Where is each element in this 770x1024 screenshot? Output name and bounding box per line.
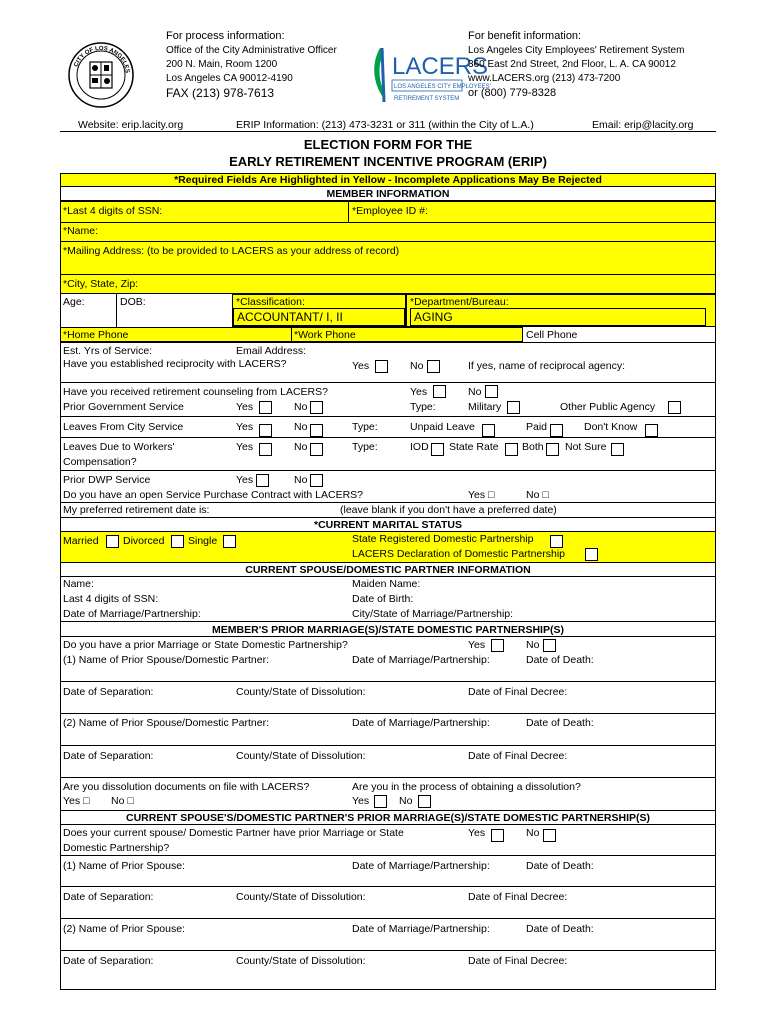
spouse-prior-yes-label: Yes [468,827,486,839]
both-label: Both [522,441,544,453]
leaves-workers-type-label: Type: [352,441,378,453]
leaves-workers-yes-label: Yes [236,441,254,453]
logo-text: LACERS [392,53,489,80]
prior-gov-no-label: No [294,401,308,413]
leaves-workers-label-1: Leaves Due to Workers' [63,441,175,453]
single-label: Single [188,535,218,547]
prior-no-checkbox[interactable] [543,639,556,652]
divider [60,745,716,746]
married-label: Married [63,535,99,547]
divider [116,294,117,327]
divider [522,327,523,342]
prior-question: Do you have a prior Marriage or State Domestic Partnership? [63,639,348,651]
prior-dwp-yes-label: Yes [236,474,254,486]
reciprocal-agency-label: If yes, name of reciprocal agency: [468,360,625,372]
spouse-prior-separation-2-label: Date of Separation: [63,955,154,967]
paid-label: Paid [526,421,548,433]
spouse-prior-death-date-1-label: Date of Death: [526,860,594,872]
divorced-checkbox[interactable] [171,535,184,548]
dissolution-file-question: Are you dissolution documents on file with LACERS? [63,781,310,793]
age-label: Age: [63,296,85,308]
declaration-label: LACERS Declaration of Domestic Partnership [352,548,566,560]
prior-dissolution-2-label: County/State of Dissolution: [236,750,366,762]
process-line-2: 200 N. Main, Room 1200 [166,59,278,70]
logo-sub-1: LOS ANGELES CITY EMPLOYEES' [394,84,491,90]
spouse-ssn-label: Last 4 digits of SSN: [63,593,159,605]
leaves-city-type-label: Type: [352,421,378,433]
benefit-phone: or (800) 779-8328 [468,87,557,99]
prior-dwp-yes-checkbox[interactable] [256,474,269,487]
est-yrs-label: Est. Yrs of Service: [63,345,153,357]
unpaid-leave-label: Unpaid Leave [410,421,475,433]
spouse-prior-heading: CURRENT SPOUSE'S/DOMESTIC PARTNER'S PRIOR MARRIAGE(S)/STATE DOMESTIC PARTNERSHIP(S) [126,812,650,824]
leaves-workers-label-2: Compensation? [63,456,137,468]
city-seal [68,42,134,108]
divider [60,470,716,471]
divider [60,886,716,887]
prior-death-date-1-label: Date of Death: [526,654,594,666]
reciprocity-question: Have you established reciprocity with LACERS? [63,358,287,370]
retire-date-label: My preferred retirement date is: [63,504,210,516]
spouse-name-label: Name: [63,578,94,590]
prior-dissolution-1-label: County/State of Dissolution: [236,686,366,698]
prior-dwp-label: Prior DWP Service [63,474,151,486]
spouse-prior-marriage-date-1-label: Date of Marriage/Partnership: [352,860,490,872]
divider [60,382,716,383]
dissolution-file-no-option[interactable]: No □ [111,795,134,807]
divider [60,950,716,951]
dont-know-checkbox[interactable] [645,424,658,437]
work-phone-label: *Work Phone [294,329,356,341]
website: Website: erip.lacity.org [78,119,184,131]
spouse-heading: CURRENT SPOUSE/DOMESTIC PARTNER INFORMATION [245,564,531,576]
spouse-prior-final-decree-2-label: Date of Final Decree: [468,955,568,967]
city-label: *City, State, Zip: [63,278,139,290]
spouse-prior-marriage-date-2-label: Date of Marriage/Partnership: [352,923,490,935]
prior-dwp-no-checkbox[interactable] [310,474,323,487]
benefit-line-3: www.LACERS.org (213) 473-7200 [468,73,621,84]
dissolution-process-question: Are you in the process of obtaining a dissolution? [352,781,581,793]
spouse-prior-name-2-label: (2) Name of Prior Spouse: [63,923,185,935]
spouse-prior-dissolution-1-label: County/State of Dissolution: [236,891,366,903]
single-checkbox[interactable] [223,535,236,548]
military-checkbox[interactable] [507,401,520,414]
prior-yes-checkbox[interactable] [491,639,504,652]
domestic-label: State Registered Domestic Partnership [352,533,534,545]
divider [60,810,716,811]
leaves-workers-no-checkbox[interactable] [310,443,323,456]
dissolution-process-yes-checkbox[interactable] [374,795,387,808]
spouse-prior-final-decree-1-label: Date of Final Decree: [468,891,568,903]
leaves-city-yes-checkbox[interactable] [259,424,272,437]
prior-name-1-label: (1) Name of Prior Spouse/Domestic Partner: [63,654,269,666]
process-line-1: Office of the City Administrative Officer [166,45,337,56]
state-rate-label: State Rate [449,441,499,453]
required-note: *Required Fields Are Highlighted in Yellow - Incomplete Applications May Be Rejected [174,174,602,186]
prior-separation-1-label: Date of Separation: [63,686,154,698]
prior-gov-yes-label: Yes [236,401,254,413]
dissolution-file-yes-option[interactable]: Yes □ [63,795,90,807]
divider [60,636,716,637]
seal-text: CITY OF LOS ANGELES [73,45,130,74]
reciprocity-no-label: No [410,360,424,372]
marital-heading: *CURRENT MARITAL STATUS [314,519,462,531]
married-checkbox[interactable] [106,535,119,548]
reciprocity-no-checkbox[interactable] [427,360,440,373]
leaves-city-label: Leaves From City Service [63,421,184,433]
prior-separation-2-label: Date of Separation: [63,750,154,762]
spouse-dob-label: Date of Birth: [352,593,414,605]
divider [60,437,716,438]
declaration-checkbox[interactable] [585,548,598,561]
prior-final-decree-2-label: Date of Final Decree: [468,750,568,762]
home-phone-label: *Home Phone [63,329,129,341]
iod-checkbox[interactable] [431,443,444,456]
prior-marriage-date-2-label: Date of Marriage/Partnership: [352,717,490,729]
dissolution-process-no-checkbox[interactable] [418,795,431,808]
process-line-3: Los Angeles CA 90012-4190 [166,73,293,84]
spouse-prior-yes-checkbox[interactable] [491,829,504,842]
prior-name-2-label: (2) Name of Prior Spouse/Domestic Partner: [63,717,269,729]
purchase-no-option[interactable]: No □ [526,489,549,501]
leaves-city-no-label: No [294,421,308,433]
divider [60,918,716,919]
counseling-no-label: No [468,386,482,398]
spouse-prior-death-date-2-label: Date of Death: [526,923,594,935]
other-public-agency-checkbox[interactable] [668,401,681,414]
spouse-maiden-label: Maiden Name: [352,578,421,590]
leaves-city-yes-label: Yes [236,421,254,433]
counseling-yes-checkbox[interactable] [433,385,446,398]
spouse-prior-dissolution-2-label: County/State of Dissolution: [236,955,366,967]
divider [60,517,716,518]
other-public-agency-label: Other Public Agency [560,401,656,413]
classification-label: *Classification: [236,296,402,309]
prior-death-date-2-label: Date of Death: [526,717,594,729]
state-rate-checkbox[interactable] [505,443,518,456]
iod-label: IOD [410,441,429,453]
prior-gov-yes-checkbox[interactable] [259,401,272,414]
email-address-label: Email Address: [236,345,307,357]
member-heading: MEMBER INFORMATION [326,188,450,200]
retire-date-note: (leave blank if you don't have a preferred date) [340,504,557,516]
prior-dwp-no-label: No [294,474,308,486]
prior-no-label: No [526,639,540,651]
divorced-label: Divorced [123,535,165,547]
divider [60,777,716,778]
spouse-prior-no-label: No [526,827,540,839]
form-title-2: EARLY RETIREMENT INCENTIVE PROGRAM (ERIP) [229,154,547,169]
prior-marriage-date-1-label: Date of Marriage/Partnership: [352,654,490,666]
divider [60,576,716,577]
prior-yes-label: Yes [468,639,486,651]
leaves-workers-yes-checkbox[interactable] [259,443,272,456]
spouse-city-state-label: City/State of Marriage/Partnership: [352,608,514,620]
purchase-yes-option[interactable]: Yes □ [468,489,495,501]
department-select[interactable]: AGING [410,308,706,326]
spouse-prior-no-checkbox[interactable] [543,829,556,842]
mailing-label: *Mailing Address: (to be provided to LACERS as your address of record) [63,245,400,257]
dont-know-label: Don't Know [584,421,638,433]
cell-phone-label: Cell Phone [526,329,578,341]
benefit-label: For benefit information: [468,30,582,42]
unpaid-leave-checkbox[interactable] [482,424,495,437]
classification-select[interactable]: ACCOUNTANT/ I, II [233,308,405,326]
city-state-zip-field[interactable] [60,274,716,294]
prior-final-decree-1-label: Date of Final Decree: [468,686,568,698]
counseling-no-checkbox[interactable] [485,385,498,398]
prior-gov-type-label: Type: [410,401,436,413]
form-title-1: ELECTION FORM FOR THE [303,137,473,152]
leaves-workers-no-label: No [294,441,308,453]
spouse-prior-name-1-label: (1) Name of Prior Spouse: [63,860,185,872]
counseling-yes-label: Yes [410,386,428,398]
dob-label: DOB: [120,296,146,308]
prior-gov-no-checkbox[interactable] [310,401,323,414]
benefit-line-1: Los Angeles City Employees' Retirement System [468,45,685,56]
process-label: For process information: [166,30,285,42]
divider [60,681,716,682]
not-sure-label: Not Sure [565,441,607,453]
prior-gov-label: Prior Government Service [63,401,184,413]
spouse-prior-question-1: Does your current spouse/ Domestic Partner have prior Marriage or State [63,827,404,839]
ssn-label: *Last 4 digits of SSN: [63,205,163,217]
divider [60,824,716,825]
purchase-question: Do you have an open Service Purchase Contract with LACERS? [63,489,363,501]
header-divider [60,131,716,132]
spouse-prior-separation-1-label: Date of Separation: [63,891,154,903]
domestic-checkbox[interactable] [550,535,563,548]
benefit-line-2: 360 East 2nd Street, 2nd Floor, L. A. CA 90012 [468,59,676,70]
reciprocity-yes-label: Yes [352,360,370,372]
paid-checkbox[interactable] [550,424,563,437]
dissolution-process-yes-label: Yes [352,795,370,807]
employee-id-label: *Employee ID #: [352,205,428,217]
email-info: Email: erip@lacity.org [592,119,694,131]
name-label: *Name: [63,225,99,237]
name-field[interactable] [60,222,716,242]
not-sure-checkbox[interactable] [611,443,624,456]
counseling-question: Have you received retirement counseling from LACERS? [63,386,328,398]
spouse-prior-question-2: Domestic Partnership? [63,842,170,854]
divider [60,502,716,503]
leaves-city-no-checkbox[interactable] [310,424,323,437]
spouse-marriage-date-label: Date of Marriage/Partnership: [63,608,201,620]
department-label: *Department/Bureau: [410,296,706,309]
reciprocity-yes-checkbox[interactable] [375,360,388,373]
divider [60,621,716,622]
prior-heading: MEMBER'S PRIOR MARRIAGE(S)/STATE DOMESTIC PARTNERSHIP(S) [212,624,564,636]
both-checkbox[interactable] [546,443,559,456]
dissolution-process-no-label: No [399,795,413,807]
lacers-logo [370,42,491,110]
fax-number: FAX (213) 978-7613 [166,86,275,100]
divider [60,342,716,343]
divider [60,713,716,714]
divider [60,855,716,856]
military-label: Military [468,401,502,413]
logo-sub-2: RETIREMENT SYSTEM [394,96,460,102]
divider [60,416,716,417]
erip-info: ERIP Information: (213) 473-3231 or 311 (within the City of L.A.) [236,119,534,131]
